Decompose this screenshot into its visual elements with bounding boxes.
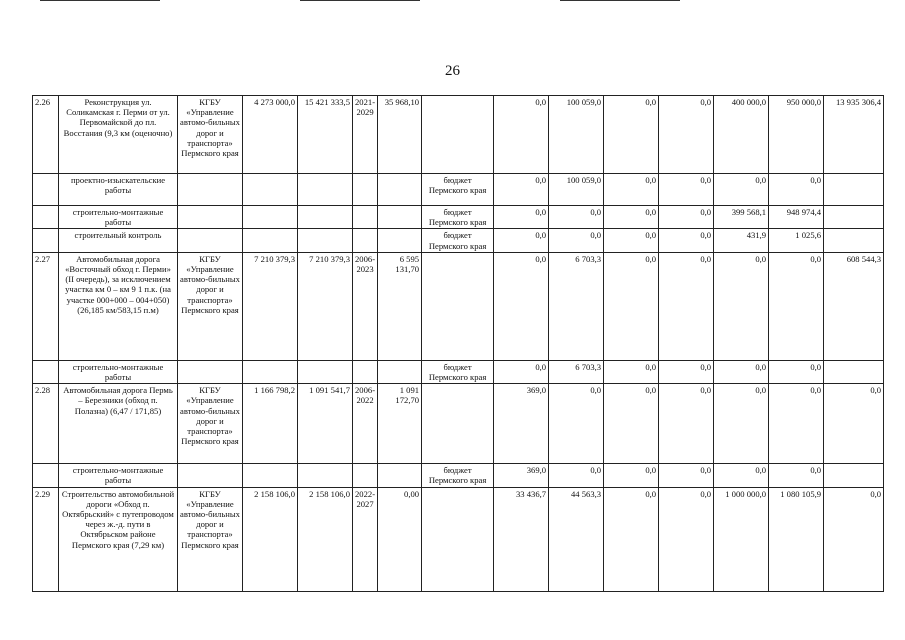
year-amount-cell: 0,0 [769,174,824,206]
funding-source-cell: бюджет Пермского края [422,360,494,383]
work-type-cell: строительный контроль [59,229,178,252]
year-amount-cell [824,206,884,229]
total-cost-cell: 15 421 333,5 [298,96,353,174]
year-amount-cell: 0,0 [494,96,549,174]
estimated-cost-cell: 4 273 000,0 [243,96,298,174]
item-number-cell: 2.29 [33,487,59,591]
funding-source-cell [422,96,494,174]
remaining-cost-cell [378,464,422,487]
year-amount-cell: 0,0 [494,174,549,206]
total-cost-cell [298,360,353,383]
total-cost-cell: 1 091 541,7 [298,384,353,464]
item-number-cell [33,464,59,487]
table-row-item [33,487,884,591]
year-amount-cell: 0,0 [714,360,769,383]
total-cost-cell [298,174,353,206]
total-cost-cell [298,229,353,252]
year-amount-cell: 0,0 [769,252,824,360]
year-amount-cell: 0,0 [604,229,659,252]
customer-cell [178,229,243,252]
remaining-cost-cell [378,360,422,383]
customer-cell: КГБУ «Управление автомо-бильных дорог и транспорта» Пермского края [178,252,243,360]
item-number-cell [33,229,59,252]
top-rule-middle [300,0,420,1]
year-amount-cell: 0,0 [659,487,714,591]
year-amount-cell: 1 080 105,9 [769,487,824,591]
total-cost-cell [298,464,353,487]
year-amount-cell: 0,0 [549,464,604,487]
remaining-cost-cell [378,229,422,252]
year-amount-cell: 0,0 [549,229,604,252]
item-number-cell: 2.28 [33,384,59,464]
estimated-cost-cell [243,206,298,229]
table-row-subitem [33,464,884,487]
estimated-cost-cell [243,464,298,487]
estimated-cost-cell: 2 158 106,0 [243,487,298,591]
item-number-cell [33,360,59,383]
remaining-cost-cell [378,174,422,206]
year-amount-cell: 0,0 [604,96,659,174]
customer-cell [178,174,243,206]
estimated-cost-cell [243,229,298,252]
funding-source-cell [422,252,494,360]
year-amount-cell: 0,0 [659,384,714,464]
year-amount-cell: 0,0 [714,174,769,206]
period-cell: 2022-2027 [353,487,378,591]
table-row-subitem [33,360,884,383]
table-row-subitem [33,206,884,229]
work-type-cell: строительно-монтажные работы [59,464,178,487]
customer-cell [178,360,243,383]
funding-source-cell [422,384,494,464]
year-amount-cell: 369,0 [494,464,549,487]
customer-cell [178,206,243,229]
year-amount-cell: 0,0 [604,206,659,229]
year-amount-cell: 0,0 [494,229,549,252]
funding-source-cell [422,487,494,591]
year-amount-cell: 100 059,0 [549,96,604,174]
customer-cell [178,464,243,487]
object-name-cell: Автомобильная дорога «Восточный обход г. Перми» (II очередь), за исключением участка км 0 – км 9 1 п.к. (на участке 000+000 – 004+050) (26,185 км/583,15 п.м) [59,252,178,360]
year-amount-cell: 6 703,3 [549,252,604,360]
work-type-cell: проектно-изыскательские работы [59,174,178,206]
year-amount-cell: 33 436,7 [494,487,549,591]
year-amount-cell: 0,0 [769,384,824,464]
top-rule-right [560,0,680,1]
period-cell: 2021-2029 [353,96,378,174]
funding-source-cell: бюджет Пермского края [422,174,494,206]
table-row-subitem [33,174,884,206]
customer-cell: КГБУ «Управление автомо-бильных дорог и транспорта» Пермского края [178,384,243,464]
remaining-cost-cell [378,206,422,229]
funding-source-cell: бюджет Пермского края [422,206,494,229]
period-cell: 2006-2023 [353,252,378,360]
work-type-cell: строительно-монтажные работы [59,360,178,383]
year-amount-cell [824,229,884,252]
estimated-cost-cell: 1 166 798,2 [243,384,298,464]
year-amount-cell: 369,0 [494,384,549,464]
year-amount-cell: 0,0 [824,487,884,591]
year-amount-cell: 0,0 [494,252,549,360]
program-table [32,95,884,592]
page-number: 26 [445,63,460,79]
year-amount-cell: 400 000,0 [714,96,769,174]
year-amount-cell: 0,0 [714,252,769,360]
year-amount-cell: 0,0 [604,384,659,464]
year-amount-cell [824,174,884,206]
year-amount-cell: 0,0 [659,206,714,229]
year-amount-cell: 0,0 [659,229,714,252]
year-amount-cell: 0,0 [604,360,659,383]
year-amount-cell: 0,0 [714,384,769,464]
year-amount-cell: 0,0 [604,464,659,487]
year-amount-cell: 0,0 [604,487,659,591]
year-amount-cell: 0,0 [604,174,659,206]
object-name-cell: Автомобильная дорога Пермь – Березники (обход п. Полазна) (6,47 / 171,85) [59,384,178,464]
item-number-cell: 2.27 [33,252,59,360]
year-amount-cell: 100 059,0 [549,174,604,206]
year-amount-cell: 0,0 [494,206,549,229]
funding-source-cell: бюджет Пермского края [422,464,494,487]
year-amount-cell: 0,0 [494,360,549,383]
year-amount-cell: 950 000,0 [769,96,824,174]
estimated-cost-cell [243,174,298,206]
year-amount-cell: 608 544,3 [824,252,884,360]
year-amount-cell: 0,0 [769,464,824,487]
year-amount-cell: 399 568,1 [714,206,769,229]
remaining-cost-cell: 35 968,10 [378,96,422,174]
year-amount-cell: 1 025,6 [769,229,824,252]
customer-cell: КГБУ «Управление автомо-бильных дорог и транспорта» Пермского края [178,487,243,591]
year-amount-cell [824,360,884,383]
year-amount-cell: 44 563,3 [549,487,604,591]
year-amount-cell: 0,0 [549,206,604,229]
period-cell [353,360,378,383]
year-amount-cell: 0,0 [659,464,714,487]
year-amount-cell: 0,0 [659,174,714,206]
year-amount-cell: 0,0 [659,252,714,360]
remaining-cost-cell: 6 595 131,70 [378,252,422,360]
total-cost-cell: 2 158 106,0 [298,487,353,591]
period-cell [353,464,378,487]
work-type-cell: строительно-монтажные работы [59,206,178,229]
table-row-item [33,384,884,464]
year-amount-cell: 0,0 [659,360,714,383]
year-amount-cell: 0,0 [549,384,604,464]
remaining-cost-cell: 0,00 [378,487,422,591]
total-cost-cell [298,206,353,229]
table-row-item [33,252,884,360]
year-amount-cell: 0,0 [604,252,659,360]
period-cell [353,206,378,229]
year-amount-cell: 0,0 [659,96,714,174]
period-cell [353,229,378,252]
year-amount-cell: 948 974,4 [769,206,824,229]
year-amount-cell: 0,0 [824,384,884,464]
estimated-cost-cell: 7 210 379,3 [243,252,298,360]
item-number-cell [33,206,59,229]
total-cost-cell: 7 210 379,3 [298,252,353,360]
item-number-cell: 2.26 [33,96,59,174]
table-row-item [33,96,884,174]
year-amount-cell: 0,0 [769,360,824,383]
year-amount-cell: 6 703,3 [549,360,604,383]
top-rule-left [40,0,160,1]
year-amount-cell: 431,9 [714,229,769,252]
period-cell: 2006-2022 [353,384,378,464]
item-number-cell [33,174,59,206]
year-amount-cell: 13 935 306,4 [824,96,884,174]
year-amount-cell: 1 000 000,0 [714,487,769,591]
remaining-cost-cell: 1 091 172,70 [378,384,422,464]
year-amount-cell: 0,0 [714,464,769,487]
table-row-subitem [33,229,884,252]
year-amount-cell [824,464,884,487]
funding-source-cell: бюджет Пермского края [422,229,494,252]
object-name-cell: Строительство автомобильной дороги «Обход п. Октябрьский» с путепроводом через ж.-д. пути в Октябрьском районе Пермского края (7,29 км) [59,487,178,591]
period-cell [353,174,378,206]
customer-cell: КГБУ «Управление автомо-бильных дорог и транспорта» Пермского края [178,96,243,174]
estimated-cost-cell [243,360,298,383]
object-name-cell: Реконструкция ул. Соликамская г. Перми от ул. Первомайской до пл. Восстания (9,3 км (оценочно) [59,96,178,174]
